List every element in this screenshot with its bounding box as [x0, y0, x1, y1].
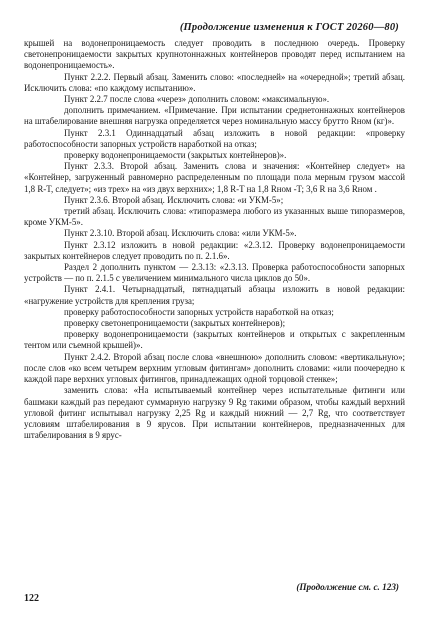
paragraph: крышей на водонепроницаемость следует проводить в последнюю очередь. Проверку светонепроницаемости закрытых крупнотоннажных контейнеров проводят перед испытанием на водонепроницаемость». — [24, 38, 405, 71]
page-number: 122 — [24, 593, 39, 604]
paragraph: Пункт 2.2.7 после слова «через» дополнить словом: «максимальную». — [64, 94, 330, 105]
page-header: (Продолжение изменения к ГОСТ 20260—80) — [179, 22, 399, 33]
paragraph: Пункт 2.4.2. Второй абзац после слова «внешнюю» дополнить словом: «вертикальную»; после слов «ко всем четырем верхним угловым фитингам» дополнить словами: «или поочередно к каждой паре верхних угловых фитингов, принадлежащих одной торцовой стенке»; — [24, 351, 405, 385]
paragraph: Пункт 2.3.1 Одиннадцатый абзац изложить в новой редакции: «проверку работоспособности запорных устройств наработкой на отказ; — [24, 127, 405, 149]
document-body — [24, 38, 405, 441]
paragraph: проверку водонепроницаемости (закрытых контейнеров и открытых с закрепленным тентом или съемной крышей)». — [24, 329, 405, 351]
paragraph: Пункт 2.3.12 изложить в новой редакции: «2.3.12. Проверку водонепроницаемости закрытых контейнеров следует проводить по п. 2.1.6». — [24, 239, 405, 261]
paragraph: дополнить примечанием. «Примечание. При испытании среднетоннажных контейнеров на штабелирование внешняя нагрузка определяется через номинальную массу брутто Rном (кг)». — [24, 105, 405, 127]
paragraph: проверку работоспособности запорных устройств наработкой на отказ; — [64, 306, 334, 317]
paragraph: Пункт 2.4.1. Четырнадцатый, пятнадцатый абзацы изложить в новой редакции: «нагружение устройств для крепления груза; — [24, 284, 405, 306]
paragraph: проверку светонепроницаемости (закрытых контейнеров); — [64, 318, 286, 329]
paragraph: Пункт 2.3.6. Второй абзац. Исключить слова: «и УКМ-5»; — [64, 194, 284, 205]
paragraph: Пункт 2.2.2. Первый абзац. Заменить слово: «последней» на «очередной»; третий абзац. Исключить слова: «по каждому испытанию». — [24, 71, 405, 93]
paragraph: заменить слова: «На испытываемый контейнер через испытательные фитинги или башмаки каждый раз передают суммарную нагрузку 9 Rg такими образом, чтобы каждый верхний угловой фитинг испытывал нагрузку 2,25 Rg и каждый нижний — 2,7 Rg, что соответствует условиям штабелирования в 9 ярусов. При испытании контейнеров, предназначенных для штабелирования в 9 ярус- — [24, 385, 405, 441]
paragraph: Пункт 2.3.3. Второй абзац. Заменить слова и значения: «Контейнер следует» на «Контейнер, загруженный равномерно распределенным по площади пола мерным грузом массой 1,8 R-T, следует»; «из трех» на «из двух верхних»; 1,8 R-T на 1,8 Rном -T; 3,6 R на 3,6 Rном . — [24, 161, 405, 194]
continuation-note: (Продолжение см. с. 123) — [296, 582, 399, 592]
paragraph: Пункт 2.3.10. Второй абзац. Исключить слова: «или УКМ-5». — [64, 228, 297, 239]
paragraph: Раздел 2 дополнить пунктом — 2.3.13: «2.3.13. Проверка работоспособности запорных устройств — по п. 2.1.5 с увеличением минимального числа циклов до 50». — [24, 262, 405, 284]
paragraph: проверку водонепроницаемости (закрытых контейнеров)». — [64, 150, 287, 161]
paragraph: третий абзац. Исключить слова: «типоразмера любого из указанных выше типоразмеров, кроме УКМ-5». — [24, 206, 405, 228]
